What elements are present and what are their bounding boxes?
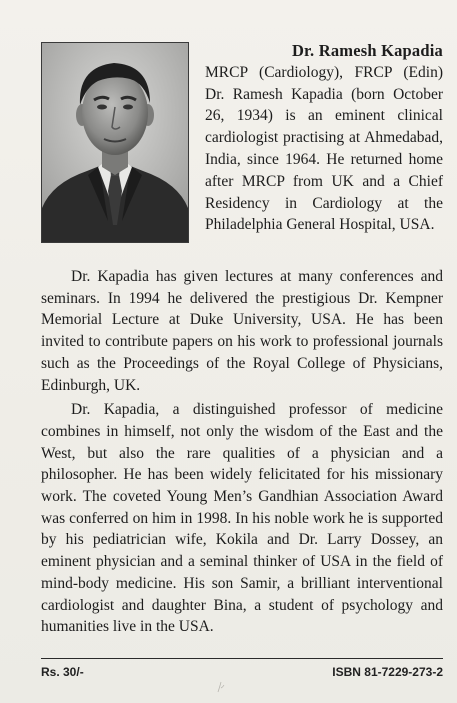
author-intro-text: MRCP (Cardiology), FRCP (Edin) Dr. Ramesh Kapadia (born October 26, 1934) is an eminent clinical cardiologist practising at Ahmedabad, India, since 1964. He returned home after MRCP from UK and a Chief Residency in Cardiology at the Philadelphia General Hospital, USA. bbox=[205, 63, 443, 234]
isbn-label: ISBN 81-7229-273-2 bbox=[332, 665, 443, 679]
bio-paragraph-2: Dr. Kapadia, a distinguished professor of medicine combines in himself, not only the wisdom of the East and the West, but also the rare qualities of a physician and a philosopher. He has been widely felicitated for his missionary work. The coveted Young Men’s Gandhian Association Award was conferred on him in 1998. In his noble work he is supported by his pediatrician wife, Kokila and Dr. Larry Dossey, an eminent physician and a seminal thinker of USA in the field of mind-body medicine. His son Samir, a brilliant interventional cardiologist and daughter Bina, a student of psychology and humanities live in the USA. bbox=[41, 401, 443, 636]
footer-divider bbox=[41, 658, 443, 659]
price-label: Rs. 30/- bbox=[41, 665, 84, 679]
author-name: Dr. Ramesh Kapadia bbox=[291, 41, 443, 60]
author-intro-block bbox=[205, 40, 443, 236]
ink-smudge bbox=[216, 680, 226, 694]
author-portrait-image bbox=[42, 43, 188, 242]
bio-paragraph-1: Dr. Kapadia has given lectures at many conferences and seminars. In 1994 he delivered the prestigious Dr. Kempner Memorial Lecture at Duke University, USA. He has been invited to contribute papers on his work to professional journals such as the Proceedings of the Royal College of Physicians, Edinburgh, UK. bbox=[41, 268, 443, 394]
author-biography bbox=[41, 266, 443, 638]
author-photo bbox=[41, 42, 189, 243]
